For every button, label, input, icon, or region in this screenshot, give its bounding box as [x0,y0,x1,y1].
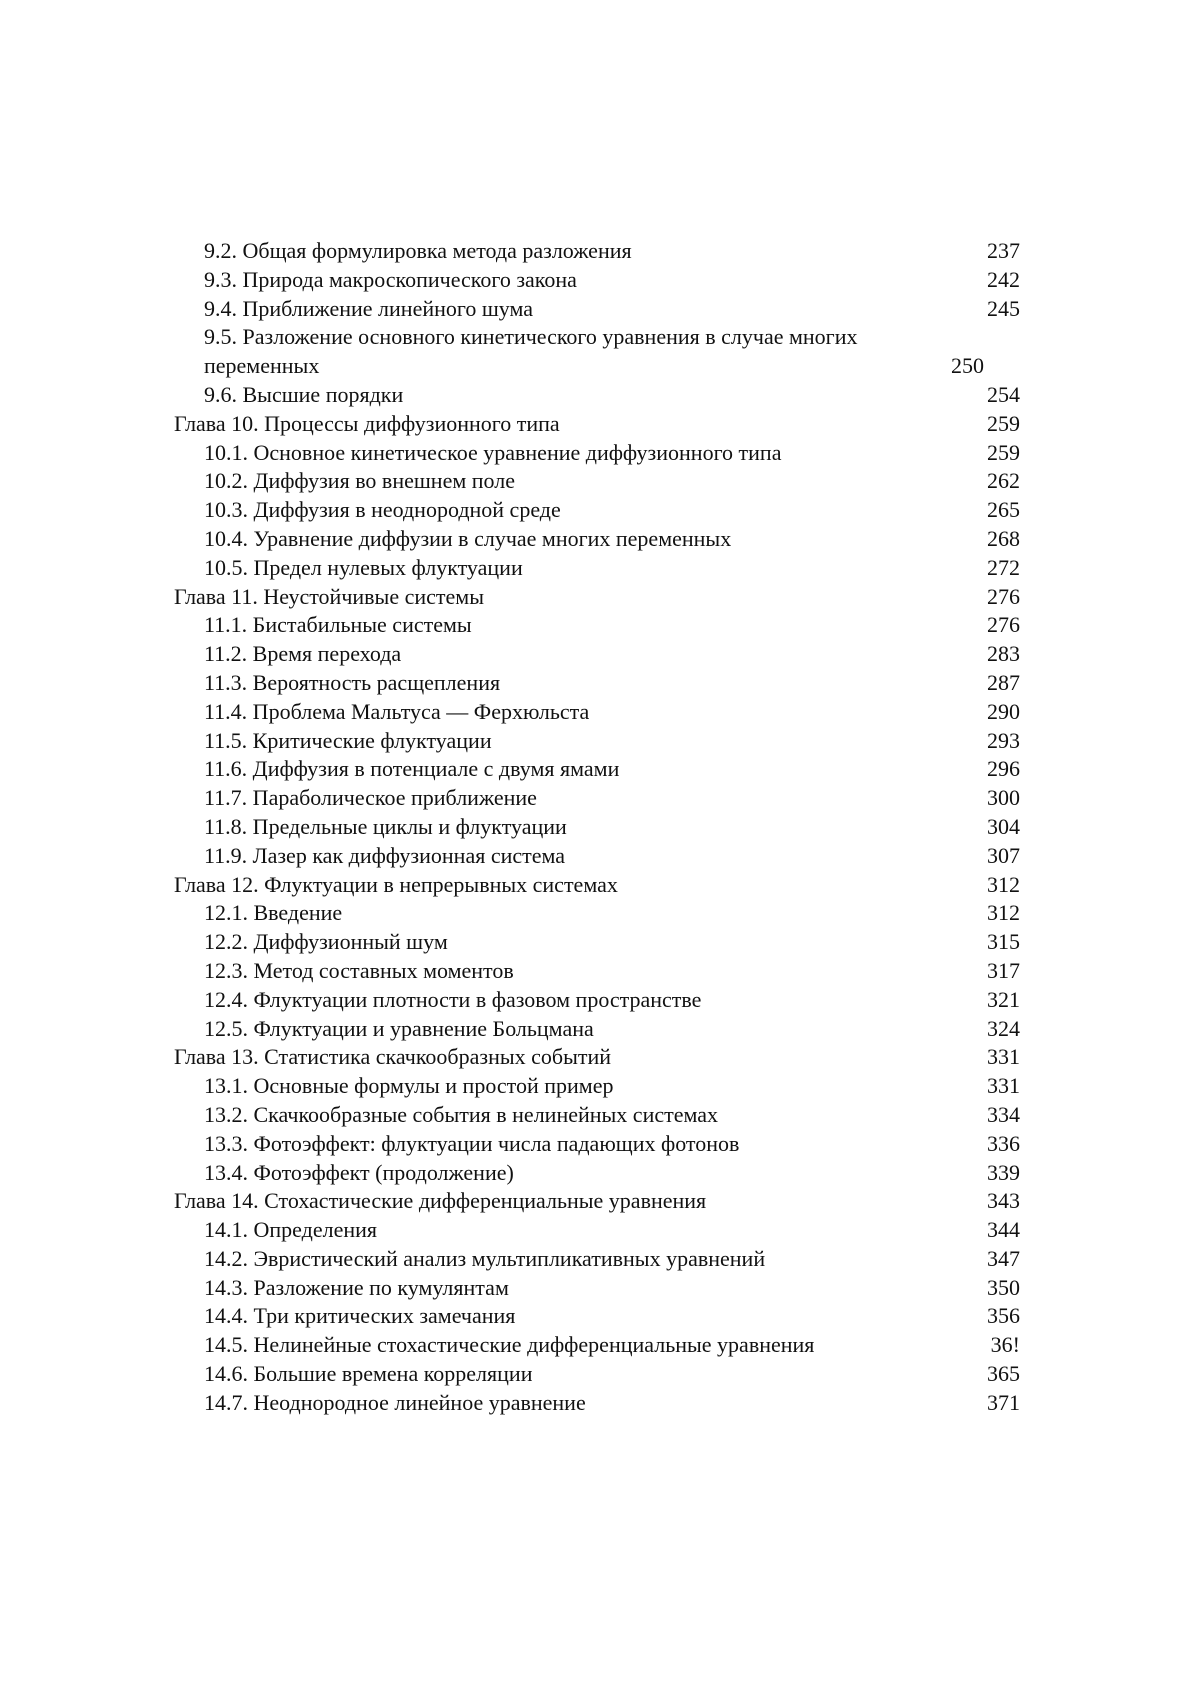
table-of-contents [174,237,1020,1418]
toc-entry-title: 11.4. Проблема Мальтуса — Ферхюльста [204,698,590,724]
toc-entry-title: 11.2. Время перехода [204,641,402,667]
toc-section-entry [174,1274,1020,1303]
toc-section-entry [174,381,1020,410]
toc-section-entry [174,237,1020,266]
toc-entry-page-number: 324 [987,1015,1020,1041]
toc-chapter-entry [174,1187,1020,1216]
toc-entry-page-number: 242 [987,266,1020,292]
toc-entry-page-number: 287 [987,669,1020,695]
toc-entry-page-number: 365 [987,1361,1020,1387]
toc-entry-title: 10.5. Предел нулевых флуктуации [204,554,523,580]
toc-entry-page-number: 254 [987,381,1020,407]
toc-section-entry [174,323,1020,381]
toc-entry-page-number: 245 [987,295,1020,321]
toc-entry-title: Глава 10. Процессы диффузионного типа [174,410,560,436]
toc-section-entry [174,813,1020,842]
toc-entry-page-number: 276 [987,583,1020,609]
toc-entry-page-number: 250 [951,353,984,379]
toc-section-entry [174,727,1020,756]
toc-entry-title: 11.8. Предельные циклы и флуктуации [204,813,567,839]
toc-entry-page-number: 334 [987,1101,1020,1127]
toc-entry-page-number: 290 [987,698,1020,724]
toc-entry-title: 13.3. Фотоэффект: флуктуации числа падающих фотонов [204,1130,740,1156]
toc-entry-title: 14.3. Разложение по кумулянтам [204,1274,509,1300]
toc-entry-page-number: 36! [990,1332,1020,1358]
toc-entry-title: Глава 12. Флуктуации в непрерывных системах [174,871,618,897]
toc-section-entry [174,1302,1020,1331]
toc-section-entry [174,611,1020,640]
toc-entry-page-number: 347 [987,1245,1020,1271]
toc-entry-page-number: 259 [987,439,1020,465]
toc-entry-title: 12.5. Флуктуации и уравнение Больцмана [204,1015,594,1041]
toc-chapter-entry [174,871,1020,900]
toc-entry-page-number: 331 [987,1044,1020,1070]
toc-section-entry [174,1072,1020,1101]
toc-entry-title: 9.3. Природа макроскопического закона [204,266,577,292]
toc-section-entry [174,957,1020,986]
toc-chapter-entry [174,410,1020,439]
toc-entry-title: 11.1. Бистабильные системы [204,612,472,638]
toc-entry-title: 11.6. Диффузия в потенциале с двумя ямами [204,756,620,782]
toc-entry-title: Глава 14. Стохастические дифференциальные уравнения [174,1188,707,1214]
toc-entry-page-number: 350 [987,1274,1020,1300]
toc-section-entry [174,1389,1020,1418]
toc-section-entry [174,928,1020,957]
toc-section-entry [174,554,1020,583]
toc-entry-title: 12.1. Введение [204,900,343,926]
toc-section-entry [174,1331,1020,1360]
toc-entry-page-number: 356 [987,1303,1020,1329]
toc-section-entry [174,1015,1020,1044]
toc-section-entry [174,899,1020,928]
toc-section-entry [174,467,1020,496]
toc-section-entry [174,496,1020,525]
toc-section-entry [174,295,1020,324]
toc-entry-title: 12.4. Флуктуации плотности в фазовом пространстве [204,986,702,1012]
toc-section-entry [174,755,1020,784]
toc-entry-page-number: 344 [987,1217,1020,1243]
toc-entry-page-number: 307 [987,842,1020,868]
toc-chapter-entry [174,1043,1020,1072]
toc-section-entry [174,1216,1020,1245]
toc-entry-page-number: 317 [987,957,1020,983]
toc-entry-page-number: 371 [987,1389,1020,1415]
toc-entry-page-number: 336 [987,1130,1020,1156]
toc-entry-title: 11.7. Параболическое приближение [204,785,537,811]
toc-entry-title: 13.1. Основные формулы и простой пример [204,1073,614,1099]
toc-entry-page-number: 259 [987,410,1020,436]
toc-section-entry [174,784,1020,813]
toc-entry-title: 12.2. Диффузионный шум [204,929,448,955]
toc-entry-title: 14.2. Эвристический анализ мультипликативных уравнений [204,1245,766,1271]
toc-entry-title: 11.3. Вероятность расщепления [204,669,501,695]
toc-section-entry [174,986,1020,1015]
toc-entry-page-number: 276 [987,612,1020,638]
toc-entry-title: 11.5. Критические флуктуации [204,727,492,753]
toc-section-entry [174,1360,1020,1389]
toc-entry-title: Глава 11. Неустойчивые системы [174,583,484,609]
toc-entry-title: 14.4. Три критических замечания [204,1303,516,1329]
toc-entry-page-number: 339 [987,1159,1020,1185]
toc-section-entry [174,842,1020,871]
toc-entry-page-number: 262 [987,468,1020,494]
toc-entry-title: 10.3. Диффузия в неоднородной среде [204,497,561,523]
toc-entry-title: 13.4. Фотоэффект (продолжение) [204,1159,514,1185]
toc-entry-title: 11.9. Лазер как диффузионная система [204,842,566,868]
toc-entry-page-number: 300 [987,785,1020,811]
toc-entry-page-number: 293 [987,727,1020,753]
toc-entry-page-number: 321 [987,986,1020,1012]
toc-entry-page-number: 283 [987,641,1020,667]
toc-entry-page-number: 331 [987,1073,1020,1099]
toc-entry-title: 12.3. Метод составных моментов [204,957,514,983]
toc-entry-title: 14.7. Неоднородное линейное уравнение [204,1389,586,1415]
toc-section-entry [174,1101,1020,1130]
toc-entry-page-number: 312 [987,871,1020,897]
toc-entry-page-number: 272 [987,554,1020,580]
toc-entry-page-number: 343 [987,1188,1020,1214]
toc-entry-title: 14.5. Нелинейные стохастические дифференциальные уравнения [204,1332,815,1358]
toc-entry-title: 10.2. Диффузия во внешнем поле [204,468,515,494]
toc-section-entry [174,698,1020,727]
toc-section-entry [174,266,1020,295]
toc-section-entry [174,1130,1020,1159]
toc-entry-title: Глава 13. Статистика скачкообразных событий [174,1044,612,1070]
toc-entry-title: 9.5. Разложение основного кинетического уравнения в случае многих переменных [204,324,858,379]
toc-entry-page-number: 237 [987,238,1020,263]
toc-entry-page-number: 296 [987,756,1020,782]
toc-entry-title: 9.2. Общая формулировка метода разложения [204,238,632,263]
toc-entry-title: 10.1. Основное кинетическое уравнение диффузионного типа [204,439,782,465]
toc-section-entry [174,1159,1020,1188]
toc-entry-page-number: 315 [987,929,1020,955]
toc-section-entry [174,1245,1020,1274]
toc-entry-page-number: 268 [987,525,1020,551]
toc-entry-page-number: 304 [987,813,1020,839]
toc-chapter-entry [174,583,1020,612]
toc-section-entry [174,640,1020,669]
toc-entry-title: 10.4. Уравнение диффузии в случае многих переменных [204,525,732,551]
toc-section-entry [174,525,1020,554]
toc-entry-title: 9.6. Высшие порядки [204,381,404,407]
toc-entry-title: 9.4. Приближение линейного шума [204,295,534,321]
toc-section-entry [174,439,1020,468]
toc-entry-title: 14.6. Большие времена корреляции [204,1361,533,1387]
toc-section-entry [174,669,1020,698]
toc-entry-title: 13.2. Скачкообразные события в нелинейных системах [204,1101,719,1127]
toc-entry-page-number: 312 [987,900,1020,926]
toc-entry-page-number: 265 [987,497,1020,523]
toc-entry-title: 14.1. Определения [204,1217,378,1243]
